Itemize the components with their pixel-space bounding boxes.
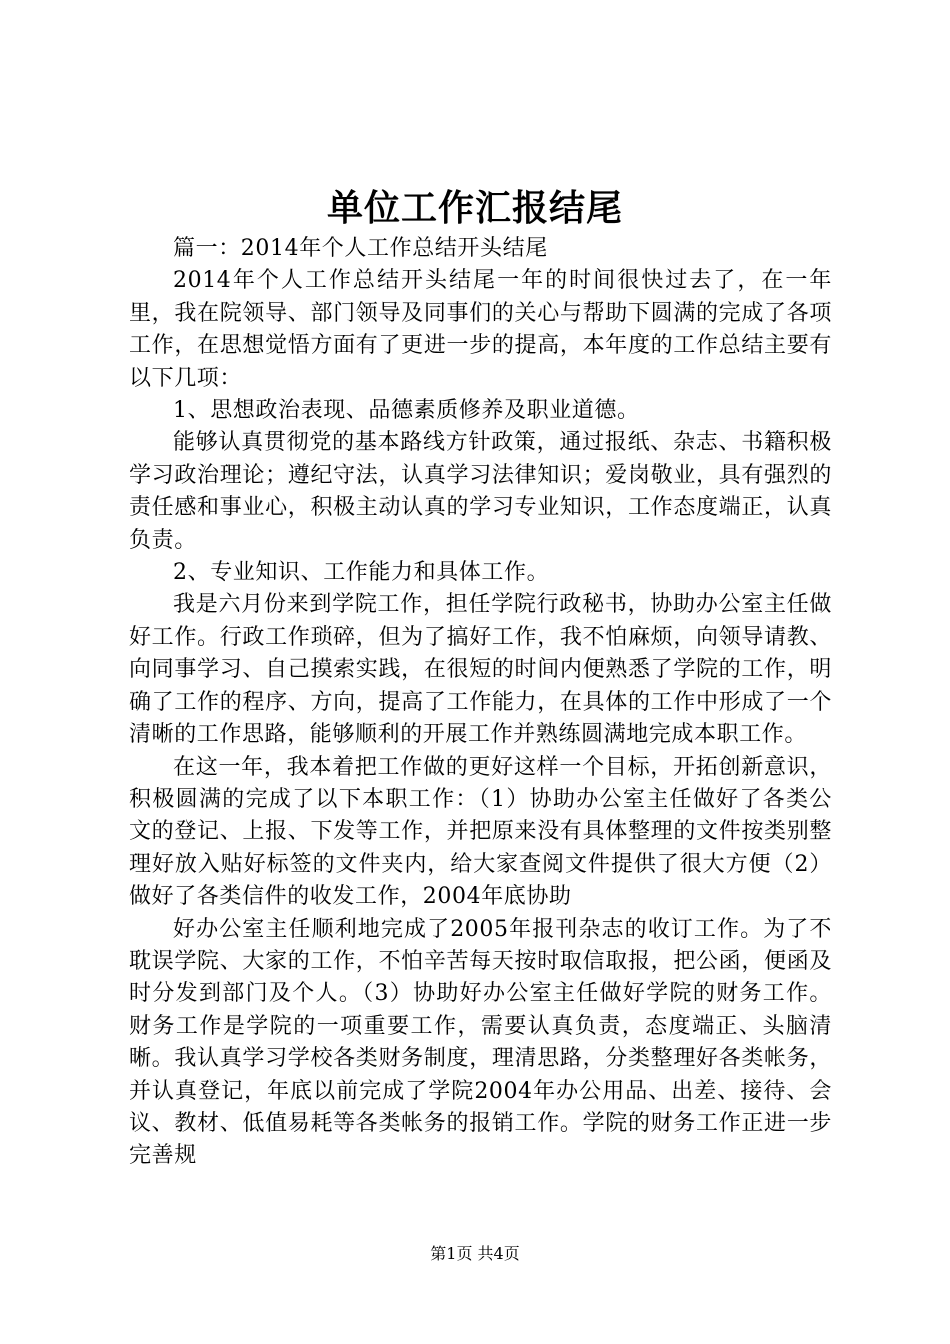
paragraph-4: 能够认真贯彻党的基本路线方针政策，通过报纸、杂志、书籍积极学习政治理论；遵纪守法，认真学习法律知识；爱岗敬业，具有强烈的责任感和事业心，积极主动认真的学习专业知识，工作态度端正，认真负责。 [129,430,832,553]
paragraph-1: 篇一：2014年个人工作总结开头结尾 [173,236,548,261]
document-title: 单位工作汇报结尾 [326,187,623,229]
paragraph-2: 2014年个人工作总结开头结尾一年的时间很快过去了，在一年里，我在院领导、部门领导及同事们的关心与帮助下圆满的完成了各项工作，在思想觉悟方面有了更进一步的提高，本年度的工作总结主要有以下几项： [129,268,832,391]
page-footer: 第1页 共4页 [430,1244,520,1263]
document-body [129,233,832,1173]
paragraph-8: 好办公室主任顺利地完成了2005年报刊杂志的收订工作。为了不耽误学院、大家的工作，不怕辛苦每天按时取信取报，把公函，便函及时分发到部门及个人。（3）协助好办公室主任做好学院的财务工作。财务工作是学院的一项重要工作，需要认真负责，态度端正、头脑清晰。我认真学习学校各类财务制度，理清思路，分类整理好各类帐务，并认真登记，年底以前完成了学院2004年办公用品、出差、接待、会议、教材、低值易耗等各类帐务的报销工作。学院的财务工作正进一步完善规 [129,916,832,1169]
paragraph-7: 在这一年，我本着把工作做的更好这样一个目标，开拓创新意识，积极圆满的完成了以下本职工作：（1）协助办公室主任做好了各类公文的登记、上报、下发等工作，并把原来没有具体整理的文件按类别整理好放入贴好标签的文件夹内，给大家查阅文件提供了很大方便（2）做好了各类信件的收发工作，2004年底协助 [129,754,832,910]
paragraph-6: 我是六月份来到学院工作，担任学院行政秘书，协助办公室主任做好工作。行政工作琐碎，但为了搞好工作，我不怕麻烦，向领导请教、向同事学习、自己摸索实践，在很短的时间内便熟悉了学院的工作，明确了工作的程序、方向，提高了工作能力，在具体的工作中形成了一个清晰的工作思路，能够顺利的开展工作并熟练圆满地完成本职工作。 [129,592,832,748]
paragraph-5: 2、专业知识、工作能力和具体工作。 [173,560,550,586]
paragraph-3: 1、思想政治表现、品德素质修养及职业道德。 [173,398,640,424]
